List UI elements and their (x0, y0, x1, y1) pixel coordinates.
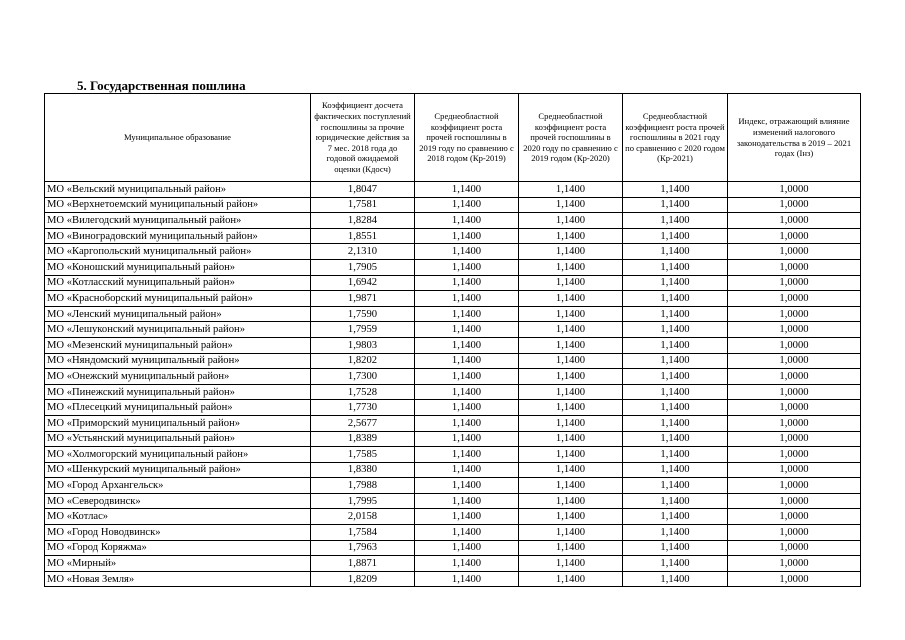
kr-2020-cell: 1,1400 (519, 400, 623, 416)
kr-2021-cell: 1,1400 (623, 228, 728, 244)
table-row (45, 228, 861, 244)
kr-2020-cell: 1,1400 (519, 353, 623, 369)
kr-2021-cell: 1,1400 (623, 462, 728, 478)
kr-2019-cell: 1,1400 (415, 182, 519, 198)
state-duty-table (44, 93, 861, 587)
tax-index-cell: 1,0000 (728, 571, 861, 587)
municipality-cell: МО «Мезенский муниципальный район» (45, 337, 311, 353)
kdosch-cell: 2,1310 (311, 244, 415, 260)
header-kr-2019: Среднеобластной коэффициент роста прочей госпошлины в 2019 году по сравнению с 2018 годом (Кр-2019) (415, 94, 519, 182)
tax-index-cell: 1,0000 (728, 244, 861, 260)
municipality-cell: МО «Няндомский муниципальный район» (45, 353, 311, 369)
kr-2019-cell: 1,1400 (415, 322, 519, 338)
kr-2019-cell: 1,1400 (415, 369, 519, 385)
municipality-cell: МО «Шенкурский муниципальный район» (45, 462, 311, 478)
kr-2019-cell: 1,1400 (415, 447, 519, 463)
table-row (45, 540, 861, 556)
tax-index-cell: 1,0000 (728, 447, 861, 463)
tax-index-cell: 1,0000 (728, 415, 861, 431)
kr-2019-cell: 1,1400 (415, 353, 519, 369)
kdosch-cell: 1,8209 (311, 571, 415, 587)
municipality-cell: МО «Город Новодвинск» (45, 525, 311, 541)
kr-2020-cell: 1,1400 (519, 369, 623, 385)
tax-index-cell: 1,0000 (728, 291, 861, 307)
table-row (45, 493, 861, 509)
tax-index-cell: 1,0000 (728, 400, 861, 416)
tax-index-cell: 1,0000 (728, 353, 861, 369)
header-kr-2020: Среднеобластной коэффициент роста прочей госпошлины в 2020 году по сравнению с 2019 годом (Кр-2020) (519, 94, 623, 182)
table-header (45, 94, 861, 182)
tax-index-cell: 1,0000 (728, 384, 861, 400)
table-row (45, 182, 861, 198)
table-row (45, 400, 861, 416)
kr-2020-cell: 1,1400 (519, 306, 623, 322)
kdosch-cell: 1,7730 (311, 400, 415, 416)
municipality-cell: МО «Устьянский муниципальный район» (45, 431, 311, 447)
kr-2020-cell: 1,1400 (519, 384, 623, 400)
municipality-cell: МО «Виноградовский муниципальный район» (45, 228, 311, 244)
table-row (45, 291, 861, 307)
table-row (45, 462, 861, 478)
kr-2020-cell: 1,1400 (519, 213, 623, 229)
kr-2021-cell: 1,1400 (623, 353, 728, 369)
kr-2019-cell: 1,1400 (415, 571, 519, 587)
municipality-cell: МО «Ленский муниципальный район» (45, 306, 311, 322)
kr-2019-cell: 1,1400 (415, 259, 519, 275)
kr-2021-cell: 1,1400 (623, 493, 728, 509)
tax-index-cell: 1,0000 (728, 509, 861, 525)
table-row (45, 447, 861, 463)
kr-2021-cell: 1,1400 (623, 291, 728, 307)
kr-2020-cell: 1,1400 (519, 275, 623, 291)
municipality-cell: МО «Лешуконский муниципальный район» (45, 322, 311, 338)
municipality-cell: МО «Приморский муниципальный район» (45, 415, 311, 431)
municipality-cell: МО «Пинежский муниципальный район» (45, 384, 311, 400)
municipality-cell: МО «Город Коряжма» (45, 540, 311, 556)
kr-2021-cell: 1,1400 (623, 447, 728, 463)
table-row (45, 415, 861, 431)
municipality-cell: МО «Холмогорский муниципальный район» (45, 447, 311, 463)
table-row (45, 306, 861, 322)
kr-2020-cell: 1,1400 (519, 509, 623, 525)
kr-2020-cell: 1,1400 (519, 322, 623, 338)
kr-2020-cell: 1,1400 (519, 525, 623, 541)
kr-2019-cell: 1,1400 (415, 540, 519, 556)
header-municipality: Муниципальное образование (45, 94, 311, 182)
kr-2021-cell: 1,1400 (623, 213, 728, 229)
table-row (45, 322, 861, 338)
kr-2020-cell: 1,1400 (519, 197, 623, 213)
kr-2020-cell: 1,1400 (519, 556, 623, 572)
tax-index-cell: 1,0000 (728, 182, 861, 198)
tax-index-cell: 1,0000 (728, 369, 861, 385)
table-row (45, 197, 861, 213)
kr-2019-cell: 1,1400 (415, 337, 519, 353)
kr-2019-cell: 1,1400 (415, 509, 519, 525)
kr-2020-cell: 1,1400 (519, 182, 623, 198)
table-row (45, 478, 861, 494)
kdosch-cell: 1,8047 (311, 182, 415, 198)
kr-2021-cell: 1,1400 (623, 556, 728, 572)
municipality-cell: МО «Красноборский муниципальный район» (45, 291, 311, 307)
kr-2019-cell: 1,1400 (415, 556, 519, 572)
table-row (45, 369, 861, 385)
kr-2021-cell: 1,1400 (623, 478, 728, 494)
kr-2021-cell: 1,1400 (623, 197, 728, 213)
section-title: 5. Государственная пошлина (77, 78, 246, 93)
tax-index-cell: 1,0000 (728, 228, 861, 244)
table-row (45, 431, 861, 447)
kr-2021-cell: 1,1400 (623, 306, 728, 322)
kr-2020-cell: 1,1400 (519, 493, 623, 509)
kr-2020-cell: 1,1400 (519, 447, 623, 463)
tax-index-cell: 1,0000 (728, 306, 861, 322)
municipality-cell: МО «Плесецкий муниципальный район» (45, 400, 311, 416)
table-row (45, 337, 861, 353)
tax-index-cell: 1,0000 (728, 259, 861, 275)
kr-2021-cell: 1,1400 (623, 322, 728, 338)
table-row (45, 275, 861, 291)
header-kr-2021: Среднеобластной коэффициент роста прочей госпошлины в 2021 году по сравнению с 2020 годом (Кр-2021) (623, 94, 728, 182)
kr-2020-cell: 1,1400 (519, 571, 623, 587)
kr-2021-cell: 1,1400 (623, 384, 728, 400)
tax-index-cell: 1,0000 (728, 275, 861, 291)
table-row (45, 571, 861, 587)
table-row (45, 353, 861, 369)
tax-index-cell: 1,0000 (728, 478, 861, 494)
tax-index-cell: 1,0000 (728, 337, 861, 353)
kdosch-cell: 1,7585 (311, 447, 415, 463)
kdosch-cell: 1,8871 (311, 556, 415, 572)
kr-2019-cell: 1,1400 (415, 462, 519, 478)
kr-2019-cell: 1,1400 (415, 415, 519, 431)
kr-2019-cell: 1,1400 (415, 275, 519, 291)
kr-2019-cell: 1,1400 (415, 306, 519, 322)
kdosch-cell: 1,7300 (311, 369, 415, 385)
kr-2021-cell: 1,1400 (623, 337, 728, 353)
kdosch-cell: 1,9871 (311, 291, 415, 307)
kdosch-cell: 1,9803 (311, 337, 415, 353)
kdosch-cell: 1,7959 (311, 322, 415, 338)
header-tax-index: Индекс, отражающий влияние изменений налогового законодательства в 2019 – 2021 годах (Iнз) (728, 94, 861, 182)
municipality-cell: МО «Новая Земля» (45, 571, 311, 587)
kr-2019-cell: 1,1400 (415, 431, 519, 447)
municipality-cell: МО «Коношский муниципальный район» (45, 259, 311, 275)
kr-2021-cell: 1,1400 (623, 369, 728, 385)
tax-index-cell: 1,0000 (728, 556, 861, 572)
kr-2019-cell: 1,1400 (415, 384, 519, 400)
municipality-cell: МО «Верхнетоемский муниципальный район» (45, 197, 311, 213)
kr-2021-cell: 1,1400 (623, 259, 728, 275)
kdosch-cell: 1,8389 (311, 431, 415, 447)
municipality-cell: МО «Вилегодский муниципальный район» (45, 213, 311, 229)
table-row (45, 556, 861, 572)
kr-2020-cell: 1,1400 (519, 228, 623, 244)
kr-2019-cell: 1,1400 (415, 197, 519, 213)
table-body (45, 182, 861, 587)
kdosch-cell: 2,5677 (311, 415, 415, 431)
kr-2021-cell: 1,1400 (623, 400, 728, 416)
municipality-cell: МО «Мирный» (45, 556, 311, 572)
kdosch-cell: 2,0158 (311, 509, 415, 525)
kr-2019-cell: 1,1400 (415, 213, 519, 229)
kr-2021-cell: 1,1400 (623, 244, 728, 260)
kdosch-cell: 1,8551 (311, 228, 415, 244)
kdosch-cell: 1,7905 (311, 259, 415, 275)
kr-2020-cell: 1,1400 (519, 540, 623, 556)
municipality-cell: МО «Город Архангельск» (45, 478, 311, 494)
kr-2021-cell: 1,1400 (623, 182, 728, 198)
tax-index-cell: 1,0000 (728, 462, 861, 478)
table-row (45, 525, 861, 541)
tax-index-cell: 1,0000 (728, 540, 861, 556)
municipality-cell: МО «Котлас» (45, 509, 311, 525)
table-row (45, 213, 861, 229)
tax-index-cell: 1,0000 (728, 431, 861, 447)
kr-2021-cell: 1,1400 (623, 540, 728, 556)
kdosch-cell: 1,8284 (311, 213, 415, 229)
kdosch-cell: 1,7590 (311, 306, 415, 322)
kr-2019-cell: 1,1400 (415, 228, 519, 244)
kr-2020-cell: 1,1400 (519, 244, 623, 260)
kr-2019-cell: 1,1400 (415, 478, 519, 494)
kr-2021-cell: 1,1400 (623, 509, 728, 525)
table-row (45, 259, 861, 275)
kr-2021-cell: 1,1400 (623, 275, 728, 291)
kr-2019-cell: 1,1400 (415, 291, 519, 307)
municipality-cell: МО «Вельский муниципальный район» (45, 182, 311, 198)
kr-2020-cell: 1,1400 (519, 431, 623, 447)
municipality-cell: МО «Котласский муниципальный район» (45, 275, 311, 291)
kdosch-cell: 1,8380 (311, 462, 415, 478)
municipality-cell: МО «Каргопольский муниципальный район» (45, 244, 311, 260)
kdosch-cell: 1,6942 (311, 275, 415, 291)
kr-2020-cell: 1,1400 (519, 415, 623, 431)
kr-2021-cell: 1,1400 (623, 571, 728, 587)
kr-2021-cell: 1,1400 (623, 431, 728, 447)
kr-2019-cell: 1,1400 (415, 493, 519, 509)
kdosch-cell: 1,7995 (311, 493, 415, 509)
header-row (45, 94, 861, 182)
kr-2019-cell: 1,1400 (415, 400, 519, 416)
table-row (45, 384, 861, 400)
kr-2019-cell: 1,1400 (415, 244, 519, 260)
kdosch-cell: 1,7581 (311, 197, 415, 213)
tax-index-cell: 1,0000 (728, 525, 861, 541)
municipality-cell: МО «Онежский муниципальный район» (45, 369, 311, 385)
tax-index-cell: 1,0000 (728, 213, 861, 229)
kr-2019-cell: 1,1400 (415, 525, 519, 541)
kr-2020-cell: 1,1400 (519, 478, 623, 494)
kdosch-cell: 1,7963 (311, 540, 415, 556)
kr-2020-cell: 1,1400 (519, 291, 623, 307)
kdosch-cell: 1,8202 (311, 353, 415, 369)
kr-2021-cell: 1,1400 (623, 525, 728, 541)
kr-2021-cell: 1,1400 (623, 415, 728, 431)
municipality-cell: МО «Северодвинск» (45, 493, 311, 509)
kdosch-cell: 1,7528 (311, 384, 415, 400)
table-row (45, 509, 861, 525)
kr-2020-cell: 1,1400 (519, 337, 623, 353)
kdosch-cell: 1,7584 (311, 525, 415, 541)
tax-index-cell: 1,0000 (728, 197, 861, 213)
header-kdosch: Коэффициент досчета фактических поступлений госпошлины за прочие юридические действия за 7 мес. 2018 года до годовой ожидаемой оценки (Кдосч) (311, 94, 415, 182)
table-row (45, 244, 861, 260)
kr-2020-cell: 1,1400 (519, 259, 623, 275)
tax-index-cell: 1,0000 (728, 322, 861, 338)
kdosch-cell: 1,7988 (311, 478, 415, 494)
tax-index-cell: 1,0000 (728, 493, 861, 509)
kr-2020-cell: 1,1400 (519, 462, 623, 478)
